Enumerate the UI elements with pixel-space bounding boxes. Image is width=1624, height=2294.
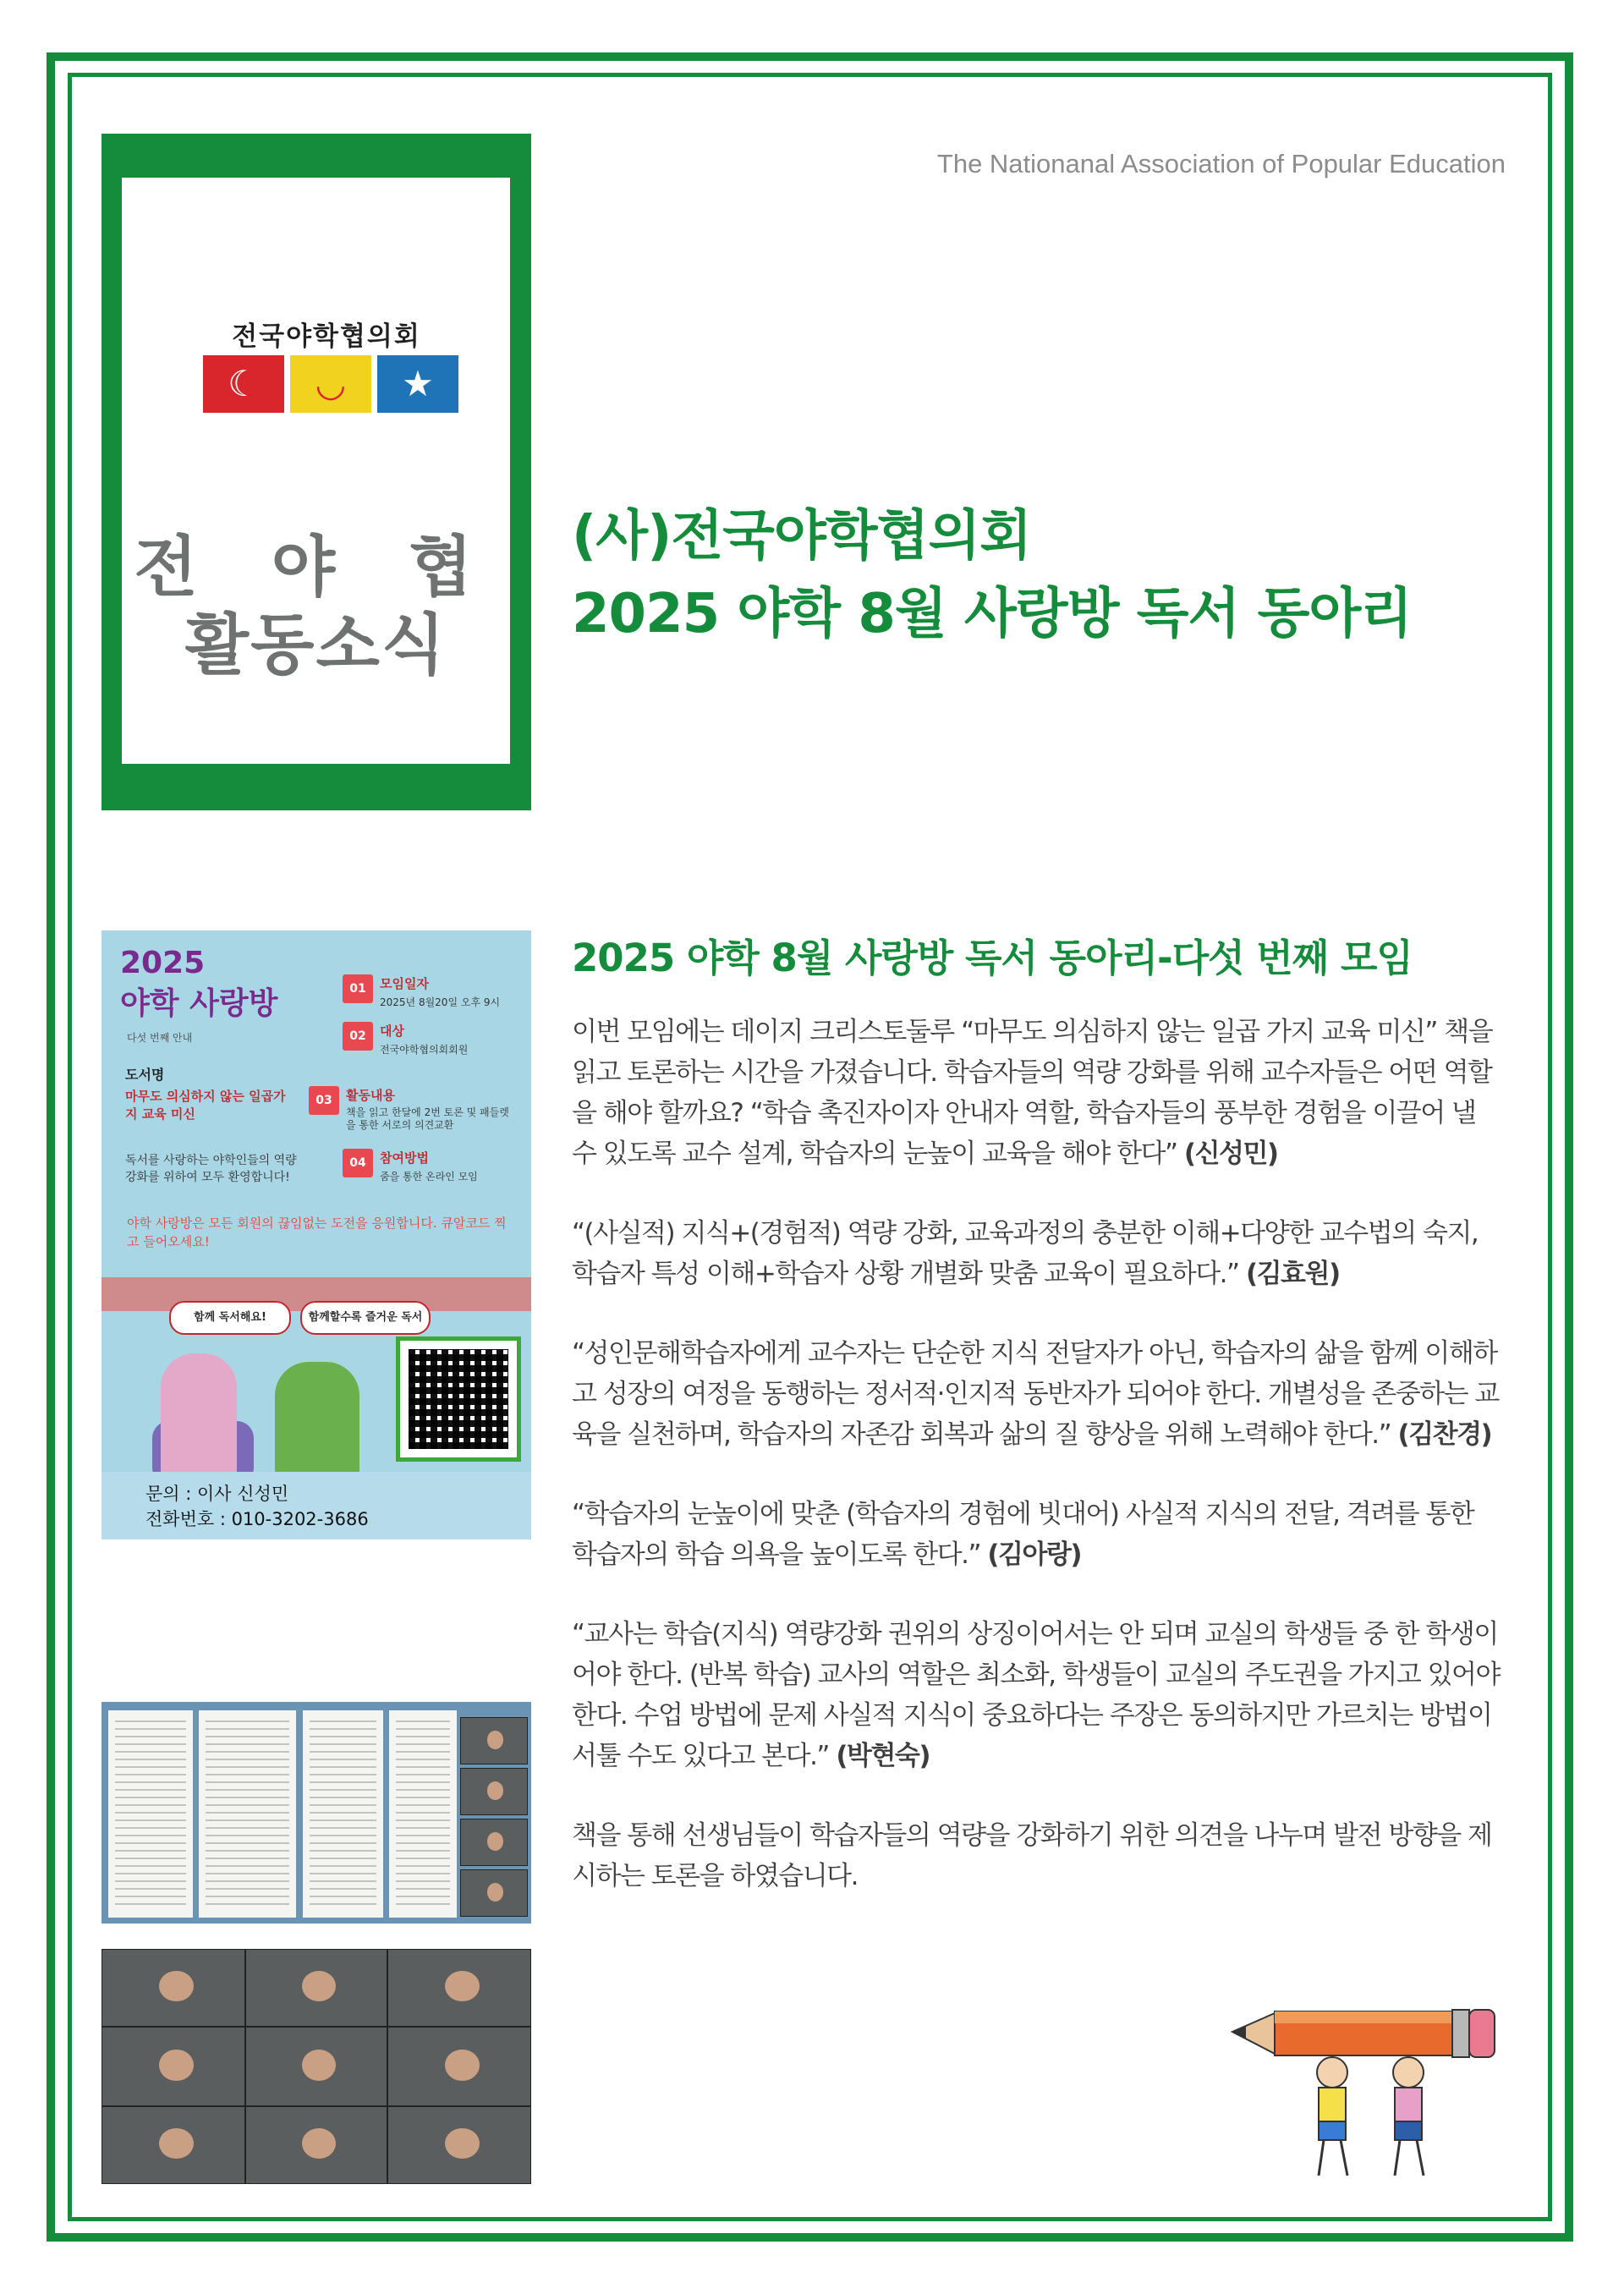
section-title: 2025 야학 8월 사랑방 독서 동아리-다섯 번째 모임 xyxy=(572,936,1413,980)
video-tile xyxy=(245,2106,387,2184)
part-title: 참여방법 xyxy=(380,1150,429,1166)
badge-panel xyxy=(122,178,510,764)
video-tile xyxy=(102,2027,245,2106)
pencil-kids-icon xyxy=(1231,1988,1501,2191)
poster-pill-2: 함께할수록 즐거운 독서 xyxy=(300,1301,431,1335)
speaker-name: (박현숙) xyxy=(836,1741,930,1771)
badge-title xyxy=(122,529,510,684)
video-tile xyxy=(102,1949,245,2027)
meeting-screenshot-photo xyxy=(102,1702,531,1924)
badge-title-line2: 활동소식 xyxy=(184,607,447,683)
speaker-name: (신성민) xyxy=(1183,1139,1278,1169)
main-title xyxy=(572,497,1544,653)
poster-contact-person: 문의 : 이사 신성민 xyxy=(145,1484,289,1504)
video-tile xyxy=(102,2106,245,2184)
part-title: 활동내용 xyxy=(346,1088,395,1103)
shared-document-page xyxy=(389,1710,457,1918)
video-call-photo xyxy=(102,1949,531,2184)
newsletter-badge xyxy=(102,134,531,810)
reader-illustration xyxy=(161,1353,237,1480)
star-icon: ★ xyxy=(377,355,458,413)
poster-cheer: 야학 사랑방은 모든 회원의 끊임없는 도전을 응원합니다. 큐알코드 찍고 들어오세요! xyxy=(127,1216,507,1249)
part-desc: 줌을 통한 온라인 모임 xyxy=(380,1171,478,1183)
part-number: 02 xyxy=(343,1022,373,1051)
speaker-name: (김찬경) xyxy=(1397,1419,1492,1450)
part-desc: 2025년 8월20일 오후 9시 xyxy=(380,996,501,1008)
speaker-name: (김아랑) xyxy=(987,1539,1082,1570)
logo-script-text: 전국야학협의회 xyxy=(232,321,421,352)
article-paragraph: 이번 모임에는 데이지 크리스토둘루 “마무도 의심하지 않는 일곱 가지 교육 미신” 책을 읽고 토론하는 시간을 가졌습니다. 학습자들의 역량 강화를 위해 교수자들은 어떤 역할을 해야 할까요? “학습 촉진자이자 안내자 역할, 학습자들의 풍부한 경험을 이끌어 낼 수 있도록 교수 설계, 학습자의 눈높이 교육을 해야 한다” (신성민) xyxy=(572,1017,1493,1169)
article-paragraph: “교사는 학습(지식) 역량강화 권위의 상징이어서는 안 되며 교실의 학생들 중 한 학생이어야 한다. (반복 학습) 교사의 역할은 최소화, 학생들이 교실의 주도권을 가지고 있어야 한다. 수업 방법에 문제 사실적 지식이 중요하다는 주장은 동의하지만 가르치는 방법이 서툴 수도 있다고 본다.” (박현숙) xyxy=(572,1619,1500,1771)
badge-title-line1: 전 야 협 xyxy=(134,530,498,606)
moon-icon: ☾ xyxy=(203,355,284,413)
reader-illustration xyxy=(275,1362,359,1480)
article-paragraph: “(사실적) 지식+(경험적) 역량 강화, 교육과정의 충분한 이해+다양한 교수법의 숙지, 학습자 특성 이해+학습자 상황 개별화 맞춤 교육이 필요하다.” (김효원) xyxy=(572,1218,1479,1289)
part-desc: 전국야학협의회회원 xyxy=(380,1044,469,1056)
article-paragraph: 책을 통해 선생님들이 학습자들의 역량을 강화하기 위한 의견을 나누며 발전 방향을 제시하는 토론을 하였습니다. xyxy=(572,1820,1492,1891)
main-title-line1: (사)전국야학협의회 xyxy=(572,505,1032,568)
video-tile xyxy=(387,2027,531,2106)
part-number: 03 xyxy=(309,1086,339,1115)
part-title: 대상 xyxy=(380,1024,404,1039)
video-tile xyxy=(460,1819,528,1866)
video-tile xyxy=(245,2027,387,2106)
article-paragraph: “성인문해학습자에게 교수자는 단순한 지식 전달자가 아닌, 학습자의 삶을 함께 이해하고 성장의 여정을 동행하는 정서적·인지적 동반자가 되어야 한다. 개별성을 존중하는 교육을 실천하며, 학습자의 자존감 회복과 삶의 질 향상을 위해 노력해야 한다.” (김찬경) xyxy=(572,1338,1499,1450)
video-tile xyxy=(460,1869,528,1917)
video-tile xyxy=(460,1768,528,1815)
speaker-name: (김효원) xyxy=(1245,1259,1340,1289)
poster-subtitle: 다섯 번째 안내 xyxy=(127,1032,193,1044)
book-title: 마무도 의심하지 않는 일곱가지 교육 미신 xyxy=(125,1089,286,1122)
video-tile xyxy=(387,1949,531,2027)
shared-document-page xyxy=(303,1710,383,1918)
poster-year: 2025 xyxy=(120,946,206,980)
sun-icon: ◡ xyxy=(290,355,371,413)
part-number: 01 xyxy=(343,974,373,1003)
video-tile xyxy=(460,1717,528,1764)
qr-code-icon xyxy=(396,1336,521,1462)
shared-document-page xyxy=(199,1710,296,1918)
article-paragraph: “학습자의 눈높이에 맞춘 (학습자의 경험에 빗대어) 사실적 지식의 전달, 격려를 통한 학습자의 학습 의욕을 높이도록 한다.” (김아랑) xyxy=(572,1499,1474,1570)
event-poster xyxy=(102,930,531,1539)
main-title-line2: 2025 야학 8월 사랑방 독서 동아리 xyxy=(572,583,1413,645)
book-label: 도서명 xyxy=(125,1067,165,1083)
part-title: 모임일자 xyxy=(380,976,429,991)
poster-pill-1: 함께 독서해요! xyxy=(169,1301,291,1335)
article-body xyxy=(572,1012,1502,1935)
video-tile xyxy=(245,1949,387,2027)
poster-name: 야학 사랑방 xyxy=(120,986,278,1021)
book-desc: 독서를 사랑하는 야학인들의 역량강화를 위하여 모두 환영합니다! xyxy=(125,1154,297,1184)
video-tile xyxy=(387,2106,531,2184)
shared-document-page xyxy=(108,1710,193,1918)
association-english-name: The Nationanal Association of Popular Education xyxy=(936,149,1506,178)
part-desc: 책을 읽고 한달에 2번 토론 및 패들렛을 통한 서로의 의견교환 xyxy=(346,1106,509,1131)
poster-contact-phone: 전화번호 : 010-3202-3686 xyxy=(145,1509,369,1529)
part-number: 04 xyxy=(343,1149,373,1177)
